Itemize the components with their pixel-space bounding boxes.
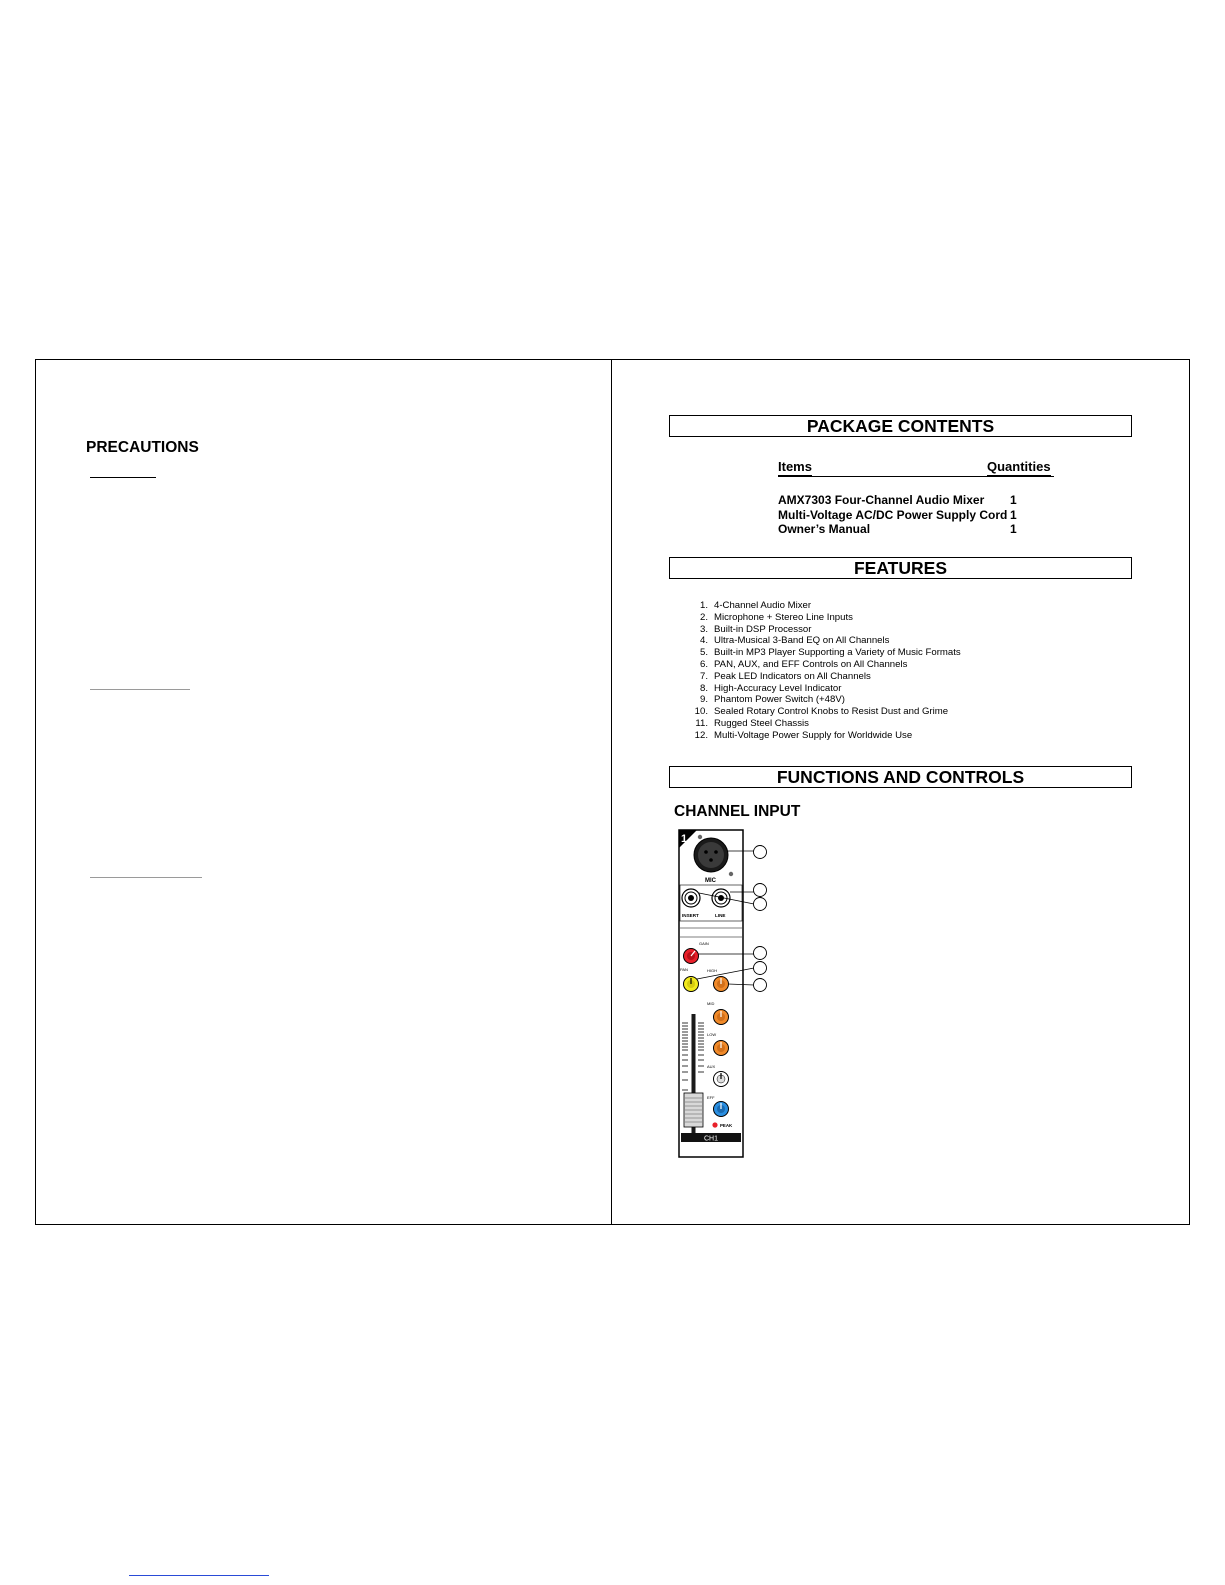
channel-input-title: CHANNEL INPUT bbox=[674, 803, 801, 820]
xlr-pin bbox=[709, 858, 713, 862]
callout-circles bbox=[754, 846, 767, 992]
aux-label: AUX bbox=[707, 1064, 716, 1069]
underline-rule bbox=[90, 689, 190, 690]
list-item: 1. 4-Channel Audio Mixer bbox=[699, 600, 812, 611]
mic-label: MIC bbox=[705, 878, 716, 884]
item-quantity: 1 bbox=[1010, 493, 1017, 507]
list-item: 12. Multi-Voltage Power Supply for Worldwide Use bbox=[694, 729, 913, 741]
screw-icon bbox=[729, 872, 733, 876]
list-item: 5. Built-in MP3 Player Supporting a Variety of Music Formats bbox=[699, 647, 961, 659]
package-contents-heading: PACKAGE CONTENTS bbox=[669, 415, 1132, 437]
underline-rule bbox=[90, 477, 156, 478]
list-item: 10. Sealed Rotary Control Knobs to Resist Dust and Grime bbox=[694, 706, 949, 718]
page-divider bbox=[611, 359, 612, 1225]
table-header-rule bbox=[778, 476, 1054, 477]
manual-spread bbox=[35, 359, 1190, 1225]
features-heading: FEATURES bbox=[669, 557, 1132, 579]
line-label: LINE bbox=[715, 913, 726, 918]
screw-icon bbox=[698, 835, 702, 839]
precautions-title: PRECAUTIONS bbox=[86, 439, 199, 456]
xlr-pin bbox=[704, 850, 708, 854]
channel-strip-diagram bbox=[677, 828, 797, 1160]
peak-led-icon bbox=[712, 1122, 717, 1127]
functions-heading: FUNCTIONS AND CONTROLS bbox=[669, 766, 1132, 788]
pan-label: PAN bbox=[680, 967, 688, 972]
list-item: 3. Built-in DSP Processor bbox=[699, 623, 812, 635]
gain-label: GAIN bbox=[699, 941, 709, 946]
item-quantity: 1 bbox=[1010, 522, 1017, 536]
table-row bbox=[778, 493, 1038, 508]
list-item: 9. Phantom Power Switch (+48V) bbox=[699, 694, 845, 706]
item-name: Multi-Voltage AC/DC Power Supply Cord bbox=[778, 507, 1008, 522]
list-item: 6. PAN, AUX, and EFF Controls on All Channels bbox=[699, 658, 908, 670]
table-row bbox=[778, 522, 1038, 537]
mid-label: MID bbox=[707, 1001, 715, 1006]
underline-rule bbox=[90, 877, 202, 878]
list-item: 11. Rugged Steel Chassis bbox=[695, 717, 809, 729]
footer-link-underline[interactable] bbox=[129, 1575, 269, 1576]
features-list bbox=[690, 600, 961, 742]
item-name: AMX7303 Four-Channel Audio Mixer bbox=[778, 493, 985, 507]
high-label: HIGH bbox=[707, 968, 717, 973]
list-item: 8. High-Accuracy Level Indicator bbox=[699, 682, 842, 694]
package-table bbox=[778, 493, 1038, 537]
jack-hole bbox=[688, 895, 694, 901]
peak-label: PEAK bbox=[720, 1123, 733, 1128]
channel-name: CH1 bbox=[704, 1135, 719, 1143]
channel-number: 1 bbox=[681, 833, 688, 845]
list-item: 4. Ultra-Musical 3-Band EQ on All Channels bbox=[699, 635, 890, 647]
item-name: Owner’s Manual bbox=[778, 522, 871, 536]
xlr-pin bbox=[714, 850, 718, 854]
table-row bbox=[778, 508, 1038, 523]
low-label: LOW bbox=[707, 1032, 717, 1037]
list-item: 7. Peak LED Indicators on All Channels bbox=[699, 670, 871, 682]
eff-label: EFF bbox=[707, 1095, 715, 1100]
insert-label: INSERT bbox=[682, 913, 699, 918]
item-quantity: 1 bbox=[1010, 507, 1017, 522]
list-item: 2. Microphone + Stereo Line Inputs bbox=[699, 611, 853, 623]
xlr-socket bbox=[698, 842, 724, 868]
items-column-header: Items bbox=[778, 459, 812, 474]
quantities-column-header: Quantities bbox=[987, 459, 1051, 474]
